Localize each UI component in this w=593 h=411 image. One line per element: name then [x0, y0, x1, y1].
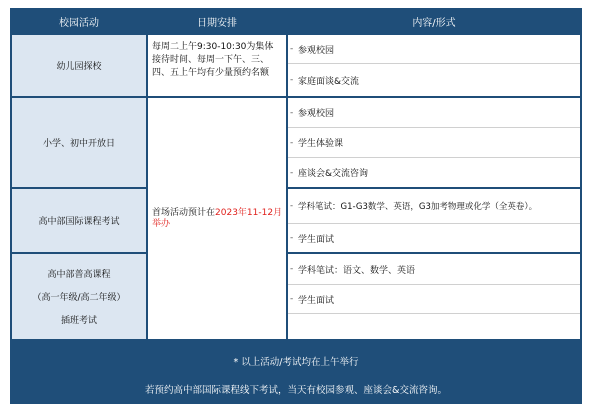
list-item: - 参观校园 [290, 44, 335, 56]
date-text: 首场活动预计在2023年11-12月举办 [152, 208, 283, 229]
row-kindergarten-date: 每周二上午9:30-10:30为集体接待时间、每周一下午、三、四、五上午均有少量预约名额 [148, 35, 286, 96]
header-content: 内容/形式 [288, 10, 580, 33]
schedule-table [10, 8, 582, 404]
row-intl-exam-content [288, 189, 580, 252]
list-item: - 学生面试 [288, 284, 580, 313]
date-highlight: 2023年11-12月 [215, 208, 283, 218]
table-footer [10, 341, 582, 404]
header-activity: 校园活动 [12, 10, 146, 33]
row-open-day-label [12, 98, 146, 187]
row-open-day-content [288, 98, 580, 187]
row-intl-exam-label [12, 189, 146, 252]
row-general-exam-content [288, 254, 580, 339]
activity-name-line: 插班考试 [60, 316, 97, 326]
list-item: - 学生体验课 [288, 127, 580, 157]
list-item: - 参观校园 [290, 107, 335, 119]
activity-name-line: 高中部普高课程 [47, 270, 111, 280]
list-item: - 学科笔试：语文、数学、英语 [290, 264, 416, 276]
footer-note: * 以上活动/考试均在上午举行 [233, 357, 359, 368]
list-item: - 座谈会&交流咨询 [288, 157, 580, 187]
row-general-exam-label [12, 254, 146, 339]
list-item: - 家庭面谈&交流 [288, 63, 580, 96]
activity-name: 幼儿园探校 [56, 62, 102, 72]
row-date-merged [148, 98, 286, 339]
activity-name: 高中部国际课程考试 [38, 217, 120, 227]
row-kindergarten-content [288, 35, 580, 96]
list-item: - 学生面试 [288, 223, 580, 252]
activity-name-line: （高一年级/高二年级） [32, 293, 126, 303]
footer-remark: 若预约高中部国际课程线下考试，当天有校园参观、座谈会&交流咨询。 [145, 385, 447, 396]
list-item: - 学科笔试：G1-G3数学、英语，G3加考物理或化学（全英卷）。 [290, 201, 538, 212]
row-kindergarten-label [12, 35, 146, 96]
activity-name: 小学、初中开放日 [42, 139, 115, 149]
header-date: 日期安排 [148, 10, 286, 33]
list-item [288, 313, 580, 339]
